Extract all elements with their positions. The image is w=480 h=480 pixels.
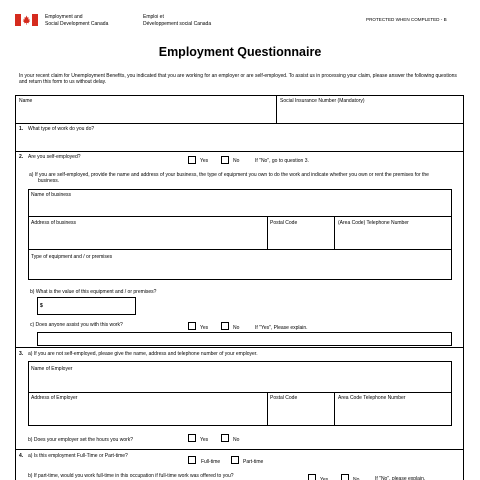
q3-number: 3. [19,351,24,357]
q4b-yes-label: Yes [320,477,329,480]
business-phone-label: (Area Code) Telephone Number [338,220,409,226]
business-postal-label: Postal Code [270,220,298,226]
q1-number: 1. [19,126,24,132]
business-name-field[interactable] [29,198,451,215]
q3b-no-checkbox[interactable] [221,434,229,442]
divider [28,216,452,217]
q2c-no-label: No [233,325,240,331]
equipment-value-field[interactable] [37,297,136,315]
q4-parttime-label: Part-time [243,459,264,465]
q4b-no-checkbox[interactable] [341,474,349,480]
employer-phone-label: Area Code Telephone Number [338,395,406,401]
currency-symbol: $ [40,303,43,309]
q4b-no-label: No [353,477,360,480]
employer-address-label: Address of Employer [31,395,78,401]
name-field[interactable] [16,104,275,122]
q2c-note: If "Yes", Please explain. [255,325,308,331]
q1-text: What type of work do you do? [28,126,95,132]
divider [28,249,452,250]
q4b-text: b) If part-time, would you work full-time in this occupation if full-time work was offered to you? [28,473,234,479]
q3b-no-label: No [233,437,240,443]
equipment-field[interactable] [29,260,451,279]
page-title: Employment Questionnaire [158,45,322,59]
q2c-yes-checkbox[interactable] [188,322,196,330]
q3b-text: b) Does your employer set the hours you work? [28,437,134,443]
q2b-text: b) What is the value of this equipment and / or premises? [30,289,157,295]
protected-notice: PROTECTED WHEN COMPLETED - B [366,17,447,22]
divider [15,123,464,124]
q2-text: Are you self-employed? [28,154,81,160]
business-phone-field[interactable] [335,226,451,248]
q4b-yes-checkbox[interactable] [308,474,316,480]
divider [15,449,464,450]
equipment-label: Type of equipment and / or premises [31,254,113,260]
department-en-line2: Social Development Canada [45,21,109,27]
q4a-text: a) Is this employment Full-Time or Part-time? [28,453,128,459]
business-address-label: Address of business [31,220,77,226]
employer-name-label: Name of Employer [31,366,73,372]
employer-postal-field[interactable] [268,401,333,425]
q2a-text: a) If you are self-employed, provide the name and address of your business, the type of equipment you own to do the work and indicate whether you own or rent the premises for the business. [29,172,429,185]
q2-note: If "No", go to question 3. [255,158,309,164]
sin-field[interactable] [277,104,463,122]
q2c-text: c) Does anyone assist you with this work? [30,322,123,328]
employer-postal-label: Postal Code [270,395,298,401]
q4-fulltime-checkbox[interactable] [188,456,196,464]
divider [15,347,464,348]
q3b-yes-checkbox[interactable] [188,434,196,442]
q2c-explain-field[interactable] [37,332,452,346]
q2-yes-label: Yes [200,158,209,164]
intro-text: In your recent claim for Unemployment Benefits, you indicated that you are working for an employer or are self-employed. To assist us in processing your claim, please answer the following questions and return this form to us without delay. [19,73,457,86]
q2-no-checkbox[interactable] [221,156,229,164]
q2-yes-checkbox[interactable] [188,156,196,164]
business-name-label: Name of business [31,192,72,198]
q4-number: 4. [19,453,24,459]
employer-name-field[interactable] [29,372,451,391]
q2-no-label: No [233,158,240,164]
q3b-yes-label: Yes [200,437,209,443]
q4b-note: If "No", please explain. [375,476,426,480]
q4-parttime-checkbox[interactable] [231,456,239,464]
divider [15,151,464,152]
department-fr-line2: Développement social Canada [143,21,212,27]
q2c-no-checkbox[interactable] [221,322,229,330]
q1-answer-field[interactable] [16,133,463,150]
employer-address-field[interactable] [29,401,266,425]
employer-phone-field[interactable] [335,401,451,425]
q2c-yes-label: Yes [200,325,209,331]
name-label: Name [19,98,33,104]
department-en-line1: Employment and [45,14,83,20]
q3a-text: a) If you are not self-employed, please give the name, address and telephone number of your employer. [28,351,258,357]
q2-number: 2. [19,154,24,160]
business-postal-field[interactable] [268,226,333,248]
divider [28,392,452,393]
sin-label: Social Insurance Number (Mandatory) [280,98,365,104]
canada-flag-icon [15,13,38,25]
department-fr-line1: Emploi et [143,14,164,20]
q4-fulltime-label: Full-time [201,459,221,465]
business-address-field[interactable] [29,226,266,248]
